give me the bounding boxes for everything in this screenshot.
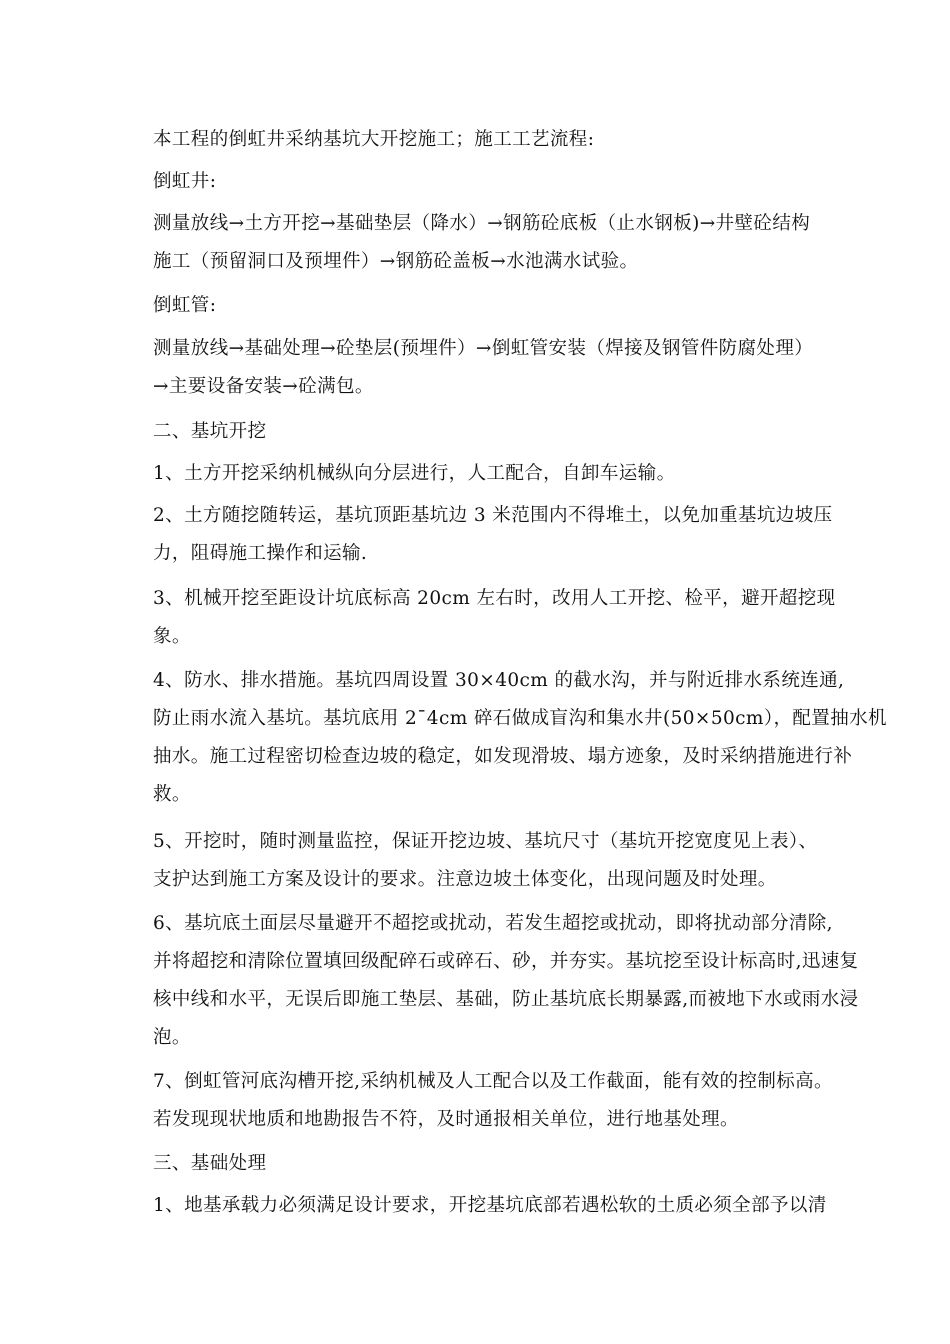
- subheading-siphon-well: 倒虹井:: [153, 171, 217, 192]
- siphon-well-process-paragraph: 测量放线→土方开挖→基础垫层（降水）→钢筋砼底板（止水钢板)→井壁砼结构 施工（预留洞口及预埋件）→钢筋砼盖板→水池满水试验。: [153, 213, 811, 272]
- excavation-item-4: 4、防水、排水措施。基坑四周设置 30×40cm 的截水沟，并与附近排水系统连通, 防止雨水流入基坑。基坑底用 2¯4cm 碎石做成盲沟和集水井(50×50cm），配置抽水机 抽水。施工过程密切检查边坡的稳定，如发现滑坡、塌方迹象，及时采纳措施进行补 救。: [153, 670, 887, 805]
- excavation-item-3: 3、机械开挖至距设计坑底标高 20cm 左右时，改用人工开挖、检平，避开超挖现 象。: [153, 588, 836, 647]
- excavation-item-1: 1、土方开挖采纳机械纵向分层进行，人工配合，自卸车运输。: [153, 463, 676, 484]
- section-heading-excavation: 二、基坑开挖: [153, 421, 267, 442]
- excavation-item-6: 6、基坑底土面层尽量避开不超挖或扰动，若发生超挖或扰动，即将扰动部分清除, 并将超挖和清除位置填回级配碎石或碎石、砂，并夯实。基坑挖至设计标高时,迅速复 核中线和水平，无误后即施工垫层、基础，防止基坑底长期暴露,而被地下水或雨水浸 泡。: [153, 913, 859, 1048]
- excavation-item-5: 5、开挖时，随时测量监控，保证开挖边坡、基坑尺寸（基坑开挖宽度见上表）、 支护达到施工方案及设计的要求。注意边坡土体变化，出现问题及时处理。: [153, 831, 818, 890]
- siphon-pipe-process-paragraph: 测量放线→基础处理→砼垫层(预埋件）→倒虹管安装（焊接及钢管件防腐处理） →主要设备安装→砼满包。: [153, 338, 814, 397]
- subheading-siphon-pipe: 倒虹管:: [153, 295, 217, 316]
- section-heading-foundation: 三、基础处理: [153, 1153, 267, 1174]
- intro-paragraph: 本工程的倒虹井采纳基坑大开挖施工；施工工艺流程:: [153, 129, 595, 150]
- foundation-item-1: 1、地基承载力必须满足设计要求，开挖基坑底部若遇松软的土质必须全部予以清: [153, 1195, 827, 1216]
- excavation-item-2: 2、土方随挖随转运，基坑顶距基坑边 3 米范围内不得堆土，以免加重基坑边坡压 力，阻碍施工操作和运输.: [153, 505, 833, 564]
- excavation-item-7: 7、倒虹管河底沟槽开挖,采纳机械及人工配合以及工作截面，能有效的控制标高。 若发现现状地质和地勘报告不符，及时通报相关单位，进行地基处理。: [153, 1071, 833, 1130]
